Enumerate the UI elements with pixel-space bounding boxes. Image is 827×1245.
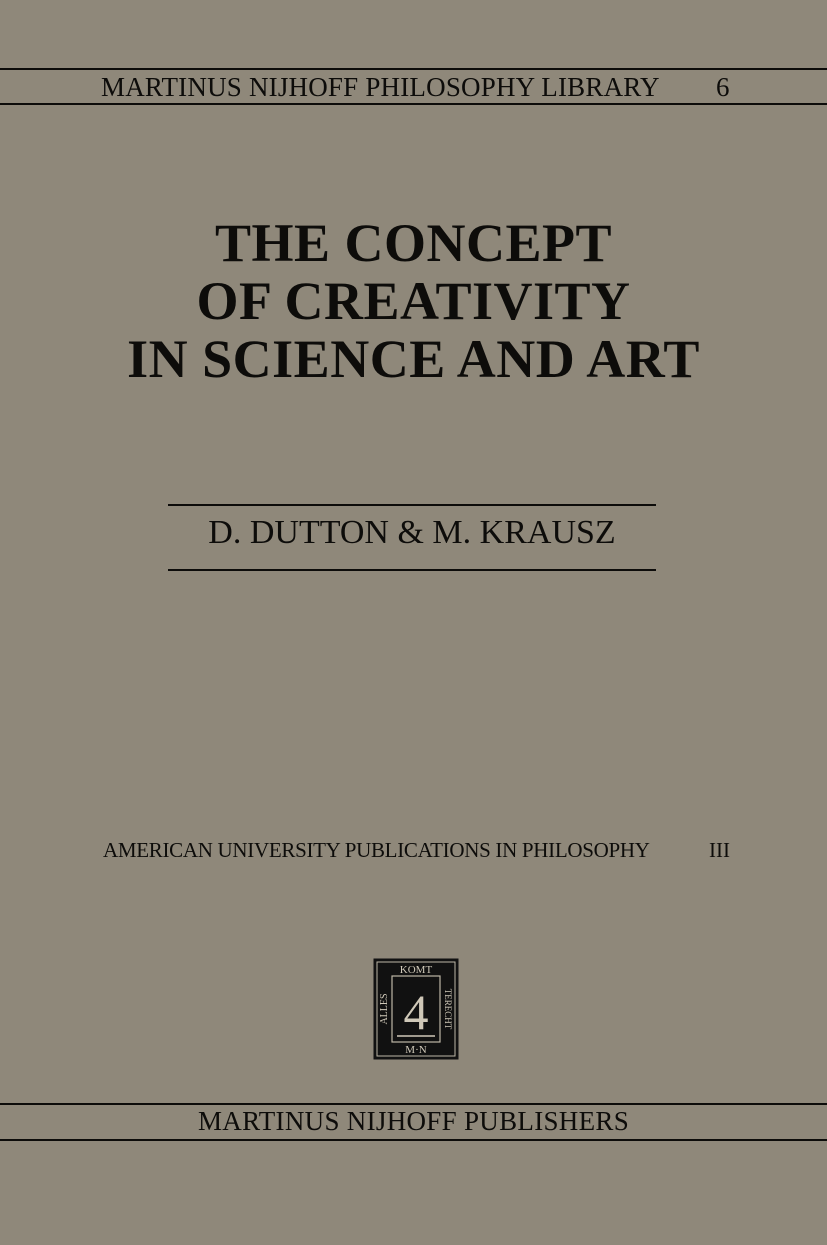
publisher-top-rule bbox=[0, 1103, 827, 1105]
subseries-number: III bbox=[709, 838, 730, 862]
series-title: MARTINUS NIJHOFF PHILOSOPHY LIBRARY bbox=[101, 72, 660, 102]
logo-center-numeral: 4 bbox=[403, 984, 429, 1040]
authors: D. DUTTON & M. KRAUSZ bbox=[208, 514, 616, 551]
logo-bottom-text: M·N bbox=[405, 1044, 427, 1056]
subseries-title: AMERICAN UNIVERSITY PUBLICATIONS IN PHILOSOPHY bbox=[103, 838, 650, 862]
series-number: 6 bbox=[716, 72, 730, 102]
logo-left-text: ALLES bbox=[379, 993, 390, 1025]
logo-right-text: TERECHT bbox=[443, 988, 453, 1030]
book-title bbox=[0, 214, 827, 388]
title-line-3: IN SCIENCE AND ART bbox=[127, 329, 700, 389]
title-line-1: THE CONCEPT bbox=[214, 213, 613, 273]
publisher-bottom-rule bbox=[0, 1139, 827, 1141]
series-bar bbox=[0, 70, 827, 104]
authors-bottom-rule bbox=[168, 569, 656, 571]
logo-top-text: KOMT bbox=[399, 964, 433, 976]
series-bottom-rule bbox=[0, 103, 827, 105]
authors-top-rule bbox=[168, 504, 656, 506]
title-line-2: OF CREATIVITY bbox=[196, 271, 631, 331]
publisher-name: MARTINUS NIJHOFF PUBLISHERS bbox=[197, 1106, 630, 1136]
publisher-logo bbox=[373, 958, 459, 1060]
